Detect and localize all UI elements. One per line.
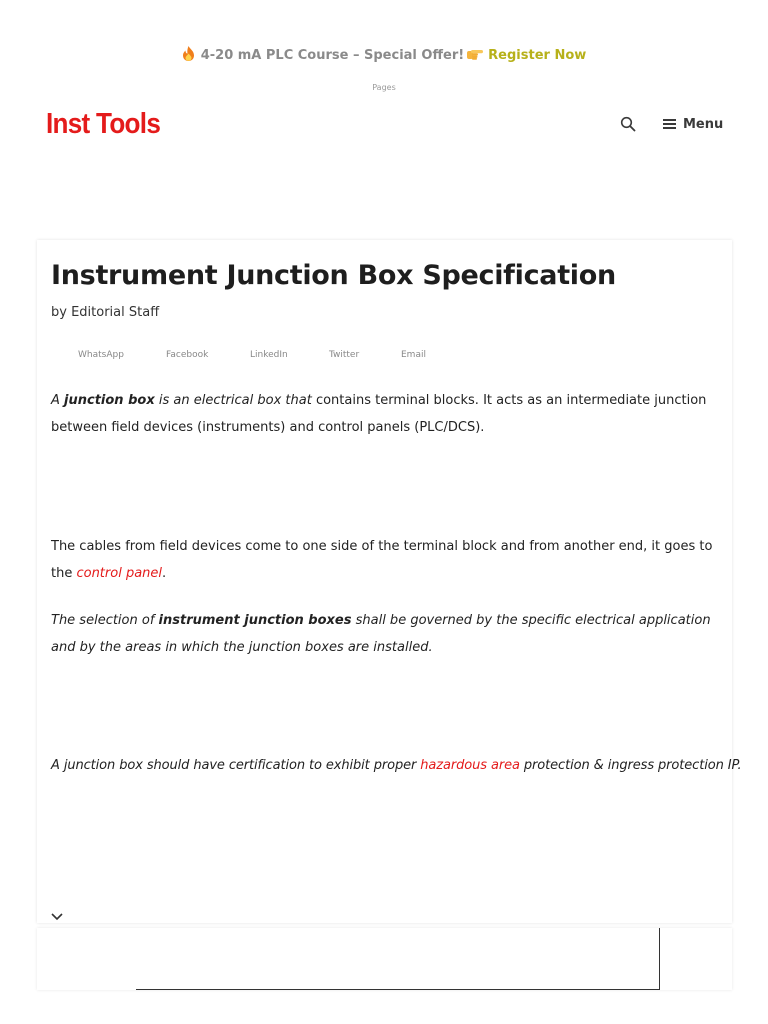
pages-label: Pages [372, 83, 396, 92]
p4-text-a: A junction box should have certification to exhibit proper [51, 758, 421, 773]
search-icon[interactable] [620, 116, 636, 132]
p2-text-a: The cables from field devices come to one side of the terminal block and from another end, it goes to the [51, 539, 713, 581]
p3-text-a: The selection of [51, 613, 159, 628]
cables-paragraph [51, 533, 723, 587]
p3-bold-term: instrument junction boxes [158, 613, 352, 628]
lower-card [37, 928, 732, 990]
p2-text-b: . [162, 566, 167, 581]
p3-text-c: shall be governed by the specific electrical application and by the areas in which the junction boxes are installed. [51, 613, 711, 655]
p1-bold-term: junction box [64, 393, 155, 408]
p1-text-d: contains terminal blocks. It acts as an intermediate junction between field devices (instruments) and control panels (PLC/DCS). [51, 393, 707, 435]
chevron-down-icon[interactable] [50, 912, 64, 922]
byline: by Editorial Staff [51, 305, 160, 320]
site-logo[interactable]: Inst Tools [46, 108, 161, 140]
promo-text: 4-20 mA PLC Course – Special Offer! [200, 48, 465, 63]
intro-paragraph [51, 387, 723, 441]
p1-text-a: A [51, 393, 65, 408]
p1-text-c: is an electrical box that [154, 393, 312, 408]
certification-paragraph [51, 752, 742, 779]
promo-bar [0, 46, 768, 63]
share-whatsapp[interactable]: WhatsApp [78, 350, 124, 360]
share-email[interactable]: Email [401, 350, 426, 360]
figure-frame [136, 928, 660, 990]
register-now-link[interactable]: Register Now [488, 48, 587, 63]
fire-icon [182, 46, 195, 61]
control-panel-link[interactable]: control panel [76, 566, 163, 581]
page-title: Instrument Junction Box Specification [51, 260, 616, 291]
pointing-hand-icon [467, 48, 484, 60]
selection-paragraph [51, 607, 723, 661]
share-facebook[interactable]: Facebook [166, 350, 209, 360]
share-bar [78, 350, 426, 360]
article-card [37, 240, 742, 923]
menu-button[interactable] [663, 115, 723, 133]
menu-label: Menu [683, 116, 724, 132]
hamburger-icon [663, 118, 676, 130]
share-linkedin[interactable]: LinkedIn [250, 350, 288, 360]
hazardous-area-link[interactable]: hazardous area [420, 758, 520, 773]
p4-text-b: protection & ingress protection IP. [519, 758, 742, 773]
share-twitter[interactable]: Twitter [329, 350, 360, 360]
